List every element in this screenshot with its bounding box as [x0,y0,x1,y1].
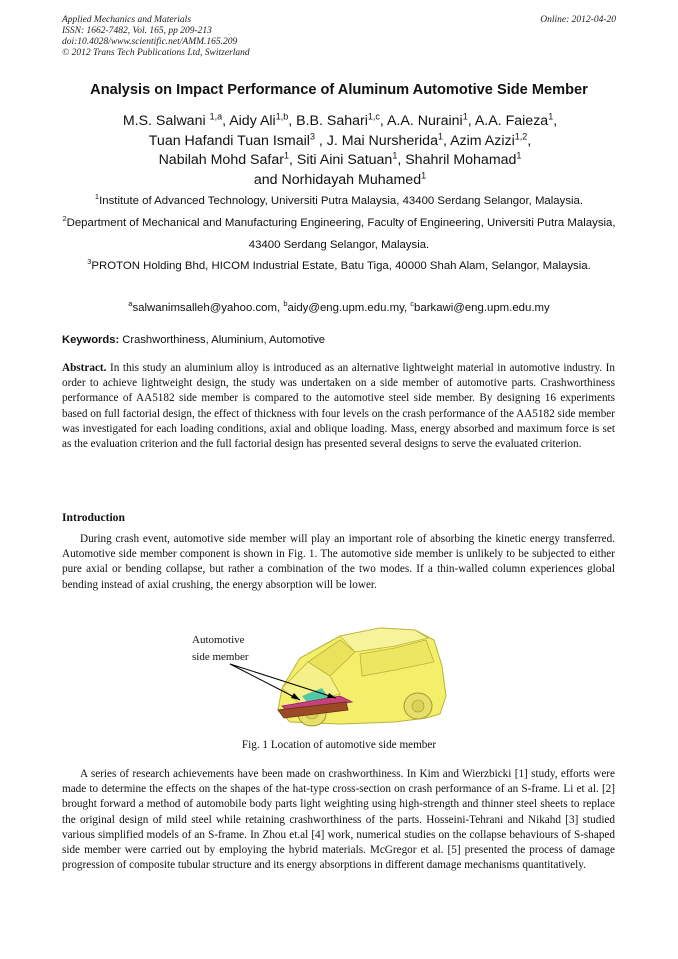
copyright-line: © 2012 Trans Tech Publications Ltd, Switzerland [62,48,250,58]
journal-header [62,15,250,59]
figure-caption: Fig. 1 Location of automotive side member [241,739,437,751]
keywords-line [62,334,325,346]
author-name: Siti Aini Satuan [296,152,393,168]
author-name: B.B. Sahari [296,113,368,129]
author-name: Aidy Ali [229,113,276,129]
affiliation-3 [58,255,620,277]
journal-name: Applied Mechanics and Materials [62,15,192,25]
author-name: Tuan Hafandi Tuan Ismail [148,132,310,149]
author-affiliation-mark: 1 [283,150,289,161]
author-name: and Norhidayah Muhamed [253,171,422,188]
abstract-label: Abstract. [62,362,107,374]
author-line: M.S. Salwani $^{1,a}$, Aidy Ali$^{1,b}$, B.B. Sahari$^{1,c}$, A.A. Nuraini$^1$, A.A. Faieza$^1$, [122,111,558,129]
author-affiliation-mark: 1 [437,130,443,141]
introduction-paragraph-1: During crash event, automotive side member will play an important role of absorbing the kinetic energy transferred. Automotive side member component is shown in Fig. 1. The automotive side member is unlikely to be subjected to either pure axial or bending collapse, but rather a combination of the two modes. If a thin-walled column experiences global bending instead of axial crushing, the energy absorption will be lower. [62,533,615,591]
author-line: Tuan Hafandi Tuan Ismail$^3$ , J. Mai Nursherida$^1$, Azim Azizi$^{1,2}$, [148,130,532,149]
affiliation-text: PROTON Holding Bhd, HICOM Industrial Estate, Batu Tiga, 40000 Shah Alam, Selangor, Malaysia. [91,260,591,272]
affiliation-2 [58,212,620,256]
email-address: barkawi@eng.upm.edu.my [414,302,550,314]
callout-line-2: side member [192,651,249,663]
author-name: Azim Azizi [450,132,515,149]
email-address: salwanimsalleh@yahoo.com, [132,302,284,314]
author-affiliation-mark: 1 [392,150,398,161]
affiliation-text: Institute of Advanced Technology, Universiti Putra Malaysia, 43400 Serdang Selangor, Malaysia. [99,195,584,207]
author-name: J. Mai Nursherida [326,132,438,149]
author-affiliation-mark: 1,c [367,111,380,122]
author-line: Nabilah Mohd Safar$^1$, Siti Aini Satuan$^1$, Shahril Mohamad$^1$ [158,150,522,168]
figure-callout-label [192,632,249,666]
email-mark: b [283,299,288,309]
author-list [60,112,620,190]
affiliation-1 [58,190,620,212]
rear-wheel-hub [412,700,424,712]
author-name: M.S. Salwani [122,113,210,129]
car-illustration [278,628,446,726]
doi-line: doi:10.4028/www.scientific.net/AMM.165.209 [62,37,238,47]
author-name: Shahril Mohamad [405,152,517,168]
author-affiliation-mark: 1 [421,169,427,180]
author-affiliation-mark: 3 [309,130,315,141]
abstract-paragraph [62,361,615,452]
issn-line: ISSN: 1662-7482, Vol. 165, pp 209-213 [62,26,212,36]
callout-line-1: Automotive [192,634,245,646]
author-affiliation-mark: 1,2 [514,130,528,141]
online-date: Online: 2012-04-20 [540,15,616,25]
author-affiliation-mark: 1 [516,150,522,161]
introduction-paragraph-2: A series of research achievements have been made on crashworthiness. In Kim and Wierzbicki [1] study, efforts were made to determine the effects on the shapes of the hat-type cross-section on crash performance of an S-frame. Li et al. [2] brought forward a method of automobile body parts light weighting using high-strength and thinner steel sheets to replace the original design of mild steel while retaining crashworthiness of the parts. Hosseini-Tehrani and Nikahd [3] studied various simplified models of an S-frame. In Zhou et.al [4] work, numerical studies on the collapse behaviours of S-shaped side member were carried out by employing the hybrid materials. McGregor et al. [5] presented the process of damage progression of composite tubular structure and its energy absorptions in different damage mechanisms quantitatively. [62,768,615,872]
email-mark: c [410,299,415,309]
affiliation-text: Department of Mechanical and Manufacturing Engineering, Faculty of Engineering, Universiti Putra Malaysia, 43400 Serdang Selangor, Malaysia. [66,217,616,251]
author-affiliation-mark: 1,a [209,111,223,122]
affiliation-mark: 1 [94,192,100,202]
paper-title: Analysis on Impact Performance of Aluminum Automotive Side Member [90,82,588,98]
email-mark: a [128,299,133,309]
affiliation-mark: 3 [87,257,92,267]
affiliation-mark: 2 [62,214,67,224]
keywords-label: Keywords: [62,334,120,346]
author-name: Nabilah Mohd Safar [158,152,284,168]
email-address: aidy@eng.upm.edu.my, [287,302,411,314]
email-line [58,297,620,319]
author-affiliation-mark: 1,b [275,111,289,122]
author-name: A.A. Nuraini [387,113,463,129]
abstract-text: In this study an aluminium alloy is introduced as an alternative lightweight material in automotive industry. In order to achieve lightweight design, the study was undertaken on a side member of automotive parts. Crashworthiness performance of AA5182 side member is compared to the automotive steel side member. By designing 16 experiments based on full factorial design, the effect of thickness with four levels on the crash performance of the AA5182 side member was investigated for each loading conditions, axial and oblique loading. Mass, energy absorbed and maximum force is set as the evaluation criterion and the full factorial design has presented several designs to serve the evaluated criterion. [62,362,615,451]
keywords-text: Crashworthiness, Aluminium, Automotive [119,334,326,346]
author-affiliation-mark: 1 [548,111,554,122]
author-affiliation-mark: 1 [462,111,468,122]
author-line [60,171,620,191]
introduction-heading: Introduction [62,511,125,524]
author-name: A.A. Faieza [474,113,549,129]
